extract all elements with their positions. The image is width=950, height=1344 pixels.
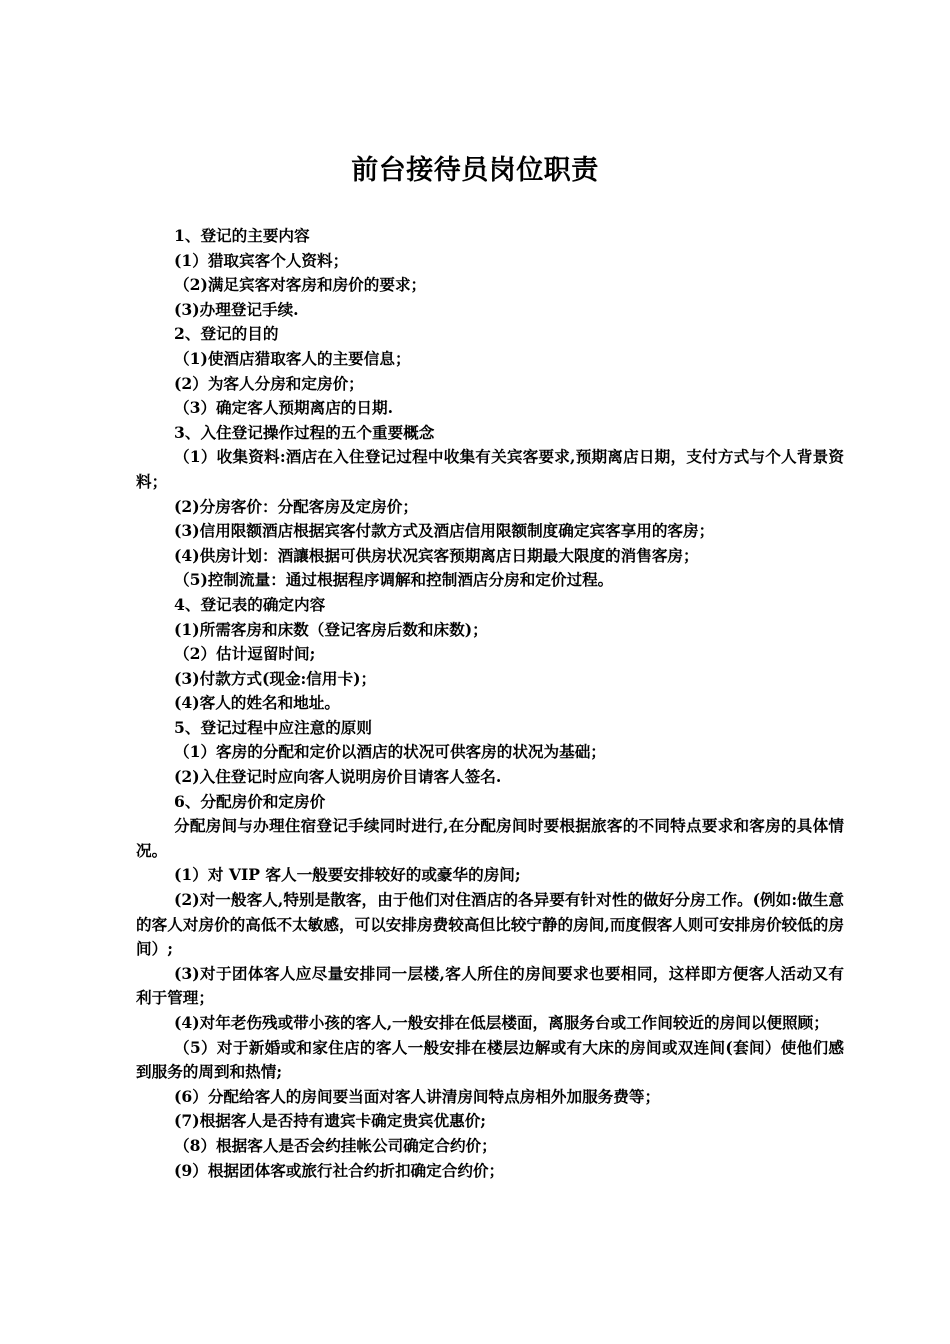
- list-item: (1）猎取宾客个人资料；: [174, 250, 349, 270]
- list-item: (1)所需客房和床数（登记客房后数和床数)；: [174, 619, 488, 639]
- section-heading: 5、登记过程中应注意的原则: [174, 717, 372, 737]
- list-item: (1）对 VIP 客人一般要安排较好的或豪华的房间;: [174, 865, 521, 885]
- list-item: (3)办理登记手续.: [174, 299, 299, 319]
- body-paragraph: 分配房间与办理住宿登记手续同时进行,在分配房间时要根据旅客的不同特点要求和客房的具体情况。: [136, 816, 844, 860]
- list-item: (4)客人的姓名和地址。: [174, 693, 340, 713]
- list-item: (2)入住登记时应向客人说明房价目请客人签名.: [174, 767, 502, 787]
- list-item: (6）分配给客人的房间要当面对客人讲清房间特点房相外加服务费等；: [174, 1086, 661, 1106]
- list-item: （1）收集资料:酒店在入住登记过程中收集有关宾客要求,预期离店日期，支付方式与个人背景资料；: [136, 447, 844, 491]
- list-item: (3)信用限额酒店根据宾客付款方式及酒店信用限额制度确定宾客享用的客房；: [174, 521, 715, 541]
- list-item: （3）确定客人预期离店的日期.: [174, 398, 393, 418]
- section-heading: 2、登记的目的: [174, 324, 279, 344]
- section-heading: 4、登记表的确定内容: [174, 594, 326, 614]
- list-item: (2）为客人分房和定房价；: [174, 373, 364, 393]
- section-heading: 6、分配房价和定房价: [174, 791, 326, 811]
- list-item: （2)满足宾客对客房和房价的要求；: [174, 275, 427, 295]
- list-item: （5)控制流量：通过根据程序调解和控制酒店分房和定价过程。: [174, 570, 614, 590]
- list-item: （8）根据客人是否会约挂帐公司确定合约价；: [174, 1135, 497, 1155]
- document-title: 前台接待员岗位职责: [351, 155, 599, 186]
- list-item: (4)供房计划：酒讓根据可供房状况宾客预期离店日期最大限度的消售客房；: [174, 545, 699, 565]
- list-item: (3)对于团体客人应尽量安排同一层楼,客人所住的房间要求也要相同，这样即方便客人活动又有利于管理；: [136, 963, 844, 1008]
- section-heading: 3、入住登记操作过程的五个重要概念: [174, 422, 435, 442]
- document-body: [136, 224, 844, 1183]
- list-item: (2)分房客价：分配客房及定房价；: [174, 496, 418, 516]
- list-item: （1）客房的分配和定价以酒店的状况可供客房的状况为基础；: [174, 742, 606, 762]
- list-item: (3)付款方式(现金:信用卡)；: [174, 668, 377, 688]
- section-heading: 1、登记的主要内容: [174, 226, 310, 245]
- list-item: (7)根据客人是否持有遗宾卡确定贵宾优惠价;: [174, 1111, 487, 1131]
- list-item: (9）根据团体客或旅行社合约折扣确定合约价；: [174, 1160, 505, 1180]
- list-item: （2）估计逗留时间;: [174, 644, 316, 664]
- list-item: （5）对于新婚或和家住店的客人一般安排在楼层边解或有大床的房间或双连间(套间）使他们感到服务的周到和热情;: [136, 1037, 844, 1082]
- list-item: (2)对一般客人,特别是散客，由于他们对住酒店的各异要有针对性的做好分房工作。(例如:做生意的客人对房价的高低不太敏感，可以安排房费较高但比较宁静的房间,而度假客人则可安排房价较低的房间）;: [136, 890, 844, 959]
- list-item: (4)对年老伤残或带小孩的客人,一般安排在低层楼面，离服务台或工作间较近的房间以便照顾；: [174, 1013, 829, 1032]
- list-item: （1)使酒店猎取客人的主要信息；: [174, 348, 411, 368]
